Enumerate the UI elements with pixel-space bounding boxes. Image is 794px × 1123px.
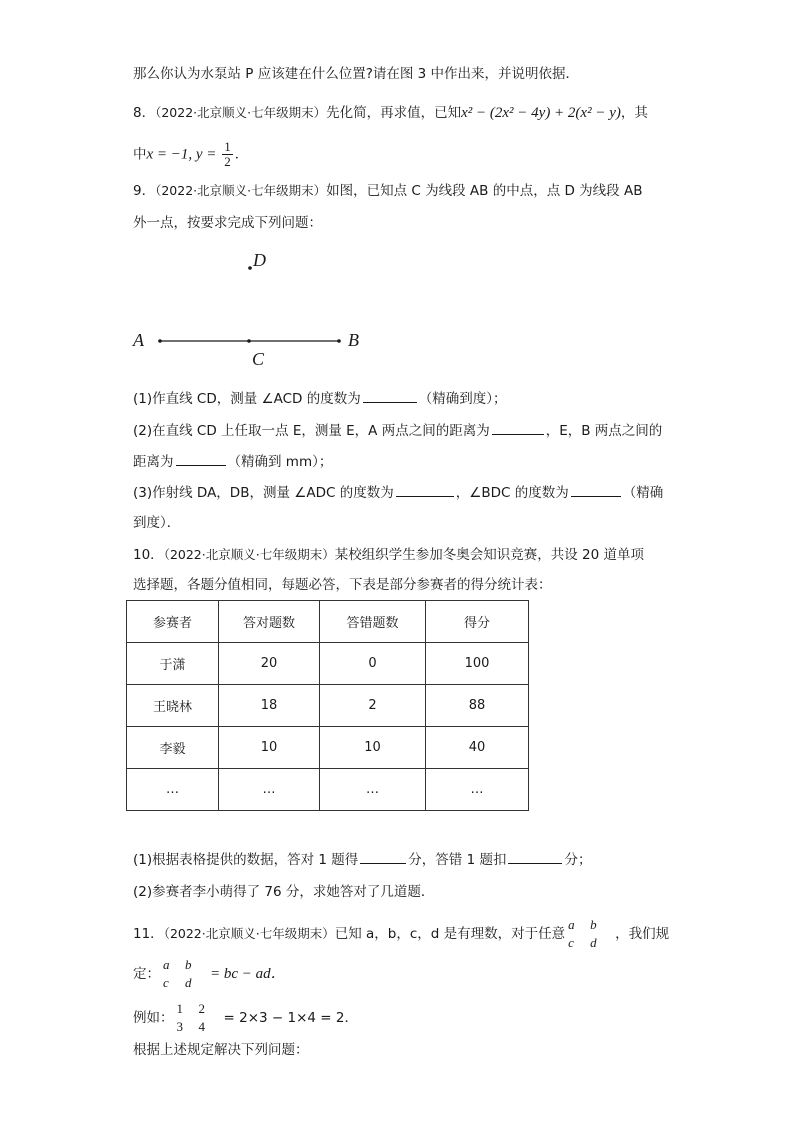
q9-part2-mid: ，E，B 两点之间的 xyxy=(545,423,663,439)
point-a-dot xyxy=(158,339,162,343)
point-c-dot xyxy=(247,339,251,343)
q10-part1-tail: 分； xyxy=(564,852,592,868)
q10-source: （2022·北京顺义·七年级期末） xyxy=(163,547,335,562)
q9-part-3-line-1 xyxy=(133,483,663,503)
table-header-cell: 参赛者 xyxy=(127,601,219,643)
q8-tail: ，其 xyxy=(620,105,648,121)
table-cell: 10 xyxy=(219,727,320,769)
q11-example-result: = 2×3 − 1×4 = 2． xyxy=(223,1010,358,1026)
q11-def-prefix: 定： xyxy=(133,966,160,982)
q9-part2-tail: （精确到 mm）； xyxy=(227,454,333,470)
answer-blank-adc[interactable] xyxy=(396,483,454,497)
q10-part-1 xyxy=(133,850,591,870)
table-row xyxy=(127,643,529,685)
q8-y-numerator: 1 xyxy=(224,139,231,154)
answer-blank-acd[interactable] xyxy=(363,389,417,403)
table-header-row xyxy=(127,601,529,643)
table-row xyxy=(127,685,529,727)
table-row xyxy=(127,769,529,811)
q10-line1: 某校组织学生参加冬奥会知识竞赛，共设 20 道单项 xyxy=(334,547,644,563)
q9-part3-mid: ，∠BDC 的度数为 xyxy=(455,485,569,501)
intro-line: 那么你认为水泵站 P 应该建在什么位置?请在图 3 中作出来，并说明依据． xyxy=(133,66,580,82)
q9-part3-tail: （精确 xyxy=(622,485,664,501)
table-cell: … xyxy=(320,769,426,811)
q9-part3-text: (3)作射线 DA，DB，测量 ∠ADC 的度数为 xyxy=(133,485,394,501)
q11-example-prefix: 例如： xyxy=(133,1010,174,1026)
table-header-cell: 答对题数 xyxy=(219,601,320,643)
answer-blank-bdc[interactable] xyxy=(571,483,621,497)
table-cell: 0 xyxy=(320,643,426,685)
table-header-cell: 得分 xyxy=(426,601,529,643)
q11-determinant-generic: a b c d xyxy=(568,917,597,950)
table-cell: 20 xyxy=(219,643,320,685)
question-9-line-2: 外一点，按要求完成下列问题： xyxy=(133,215,322,231)
q8-values: x = −1, y = xyxy=(146,146,221,163)
q9-number: 9． xyxy=(133,183,156,199)
question-11-line-1 xyxy=(133,916,669,952)
q11-number: 11． xyxy=(133,926,164,942)
q8-number: 8． xyxy=(133,105,156,121)
q8-expression: x² − (2x² − 4y) + 2(x² − y) xyxy=(461,105,621,121)
q9-part1-tail: （精确到度）； xyxy=(418,391,507,407)
q11-line1: 已知 a，b，c，d 是有理数，对于任意 xyxy=(334,926,566,942)
q11-determinant-definition: a b c d xyxy=(163,957,192,990)
answer-blank-correct-points[interactable] xyxy=(360,850,406,864)
table-cell: … xyxy=(219,769,320,811)
q9-source: （2022·北京顺义·七年级期末） xyxy=(155,183,327,198)
table-cell: 40 xyxy=(426,727,529,769)
answer-blank-ea[interactable] xyxy=(492,421,544,435)
q10-part1-mid: 分，答错 1 题扣 xyxy=(408,852,507,868)
q8-text: 先化简，再求值，已知 xyxy=(326,105,462,121)
label-b: B xyxy=(348,330,359,350)
label-c: C xyxy=(252,349,265,369)
table-cell: 88 xyxy=(426,685,529,727)
q10-part1-text: (1)根据表格提供的数据，答对 1 题得 xyxy=(133,852,359,868)
q8-y-denominator: 2 xyxy=(224,154,231,169)
table-cell: 王晓林 xyxy=(127,685,219,727)
point-b-dot xyxy=(337,339,341,343)
q10-part-2: (2)参赛者李小萌得了 76 分，求她答对了几道题． xyxy=(133,884,435,900)
q9-part-1 xyxy=(133,389,507,409)
question-10-line-1 xyxy=(133,545,644,565)
q9-part-3-line-2: 到度）． xyxy=(133,515,181,531)
label-a: A xyxy=(133,330,144,350)
table-cell: … xyxy=(426,769,529,811)
q11-example xyxy=(133,1000,358,1036)
q9-part-2-line-2 xyxy=(133,452,332,472)
q9-part2-text: (2)在直线 CD 上任取一点 E，测量 E，A 两点之间的距离为 xyxy=(133,423,490,439)
q8-period: ． xyxy=(234,146,249,163)
table-cell: 10 xyxy=(320,727,426,769)
point-d-dot xyxy=(248,266,252,270)
q9-part2-line2: 距离为 xyxy=(133,454,174,470)
table-header-cell: 答错题数 xyxy=(320,601,426,643)
table-cell: 18 xyxy=(219,685,320,727)
table-row xyxy=(127,727,529,769)
q9-part1-text: (1)作直线 CD，测量 ∠ACD 的度数为 xyxy=(133,391,361,407)
q11-line1-tail: ，我们规 xyxy=(615,926,670,942)
q9-part-2-line-1 xyxy=(133,421,662,441)
answer-blank-eb[interactable] xyxy=(176,452,226,466)
q8-source: （2022·北京顺义·七年级期末） xyxy=(155,105,327,120)
label-d: D xyxy=(253,250,266,270)
segment-figure xyxy=(0,0,794,400)
table-cell: 于潇 xyxy=(127,643,219,685)
q11-def-result: = bc − ad． xyxy=(210,966,286,982)
table-cell: 100 xyxy=(426,643,529,685)
q11-closing: 根据上述规定解决下列问题： xyxy=(133,1042,309,1058)
q9-line1: 如图，已知点 C 为线段 AB 的中点，点 D 为线段 AB xyxy=(326,183,643,199)
q11-definition xyxy=(133,956,286,992)
answer-blank-wrong-points[interactable] xyxy=(508,850,562,864)
q11-source: （2022·北京顺义·七年级期末） xyxy=(163,926,335,941)
score-table xyxy=(126,600,529,811)
q8-line2-prefix: 中 xyxy=(133,146,147,163)
question-10-line-2: 选择题，各题分值相同，每题必答，下表是部分参赛者的得分统计表： xyxy=(133,577,552,593)
table-cell: … xyxy=(127,769,219,811)
q10-number: 10． xyxy=(133,547,164,563)
table-cell: 2 xyxy=(320,685,426,727)
table-cell: 李毅 xyxy=(127,727,219,769)
q11-determinant-example: 1 2 3 4 xyxy=(176,1001,205,1034)
